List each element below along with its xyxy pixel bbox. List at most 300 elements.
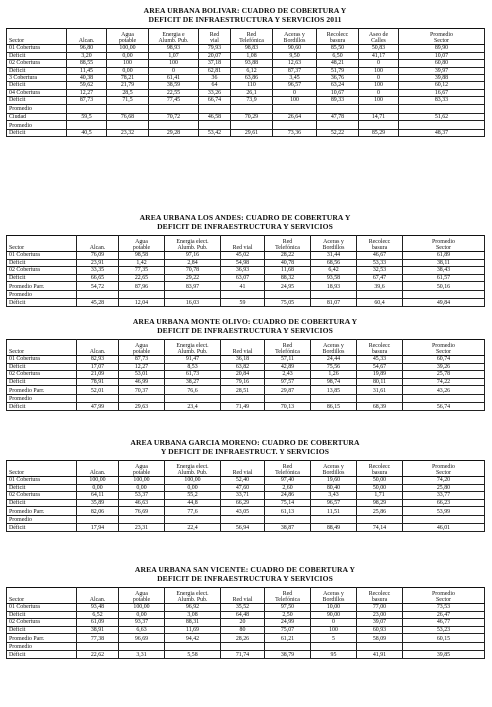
table-cell: 100 — [359, 97, 399, 104]
table-cell: 42,89 — [265, 363, 311, 370]
table-cell: 83,97 — [165, 282, 221, 291]
table-cell: 29,22 — [165, 274, 221, 281]
table-cell: 61,09 — [77, 619, 119, 626]
column-header-line: Sector — [435, 349, 452, 355]
table-cell: 32,53 — [357, 267, 403, 274]
table-cell: 100 — [107, 60, 149, 67]
table-cell: 38,59 — [149, 82, 199, 89]
table-cell: 0,00 — [165, 484, 221, 491]
table-cell: 64,48 — [221, 611, 265, 618]
table-cell: 60,15 — [403, 634, 485, 643]
table-cell — [311, 291, 357, 299]
column-header-line: Recolecc — [368, 238, 391, 245]
table-cell — [403, 516, 485, 524]
table-cell: 29,61 — [231, 130, 273, 137]
table-cell: 96,92 — [165, 604, 221, 611]
table-row — [7, 52, 485, 59]
table-cell: 70,72 — [149, 113, 199, 120]
table-cell: 11,45 — [67, 67, 107, 74]
table-cell: 100,00 — [107, 45, 149, 52]
table-cell: 39,6 — [357, 282, 403, 291]
row-label: Promedio — [7, 291, 77, 299]
table-cell: 0,00 — [119, 484, 165, 491]
table-row — [7, 113, 485, 120]
table-cell: 90,60 — [273, 45, 317, 52]
table-cell: 53,42 — [199, 130, 231, 137]
table-cell: 12,63 — [273, 60, 317, 67]
section-title — [6, 565, 484, 583]
table-cell: 63,07 — [221, 274, 265, 281]
table-cell: 22,62 — [77, 651, 119, 659]
column-header-line: Recolecc — [368, 463, 391, 470]
table-cell: 74,22 — [403, 378, 485, 385]
table-cell — [119, 395, 165, 403]
table-cell: 23,00 — [357, 611, 403, 618]
table-cell: 0 — [359, 89, 399, 96]
row-label: Déficit — [7, 67, 67, 74]
table-cell: 6,12 — [231, 67, 273, 74]
table-cell: 3,08 — [165, 611, 221, 618]
table-cell — [359, 104, 399, 113]
coverage-table — [6, 460, 485, 532]
table-cell: 11,51 — [311, 507, 357, 516]
table-cell: 0 — [359, 60, 399, 67]
table-cell: 29,63 — [119, 403, 165, 411]
table-cell: 61,89 — [403, 252, 485, 259]
table-cell: 77,00 — [357, 604, 403, 611]
table-cell — [165, 643, 221, 651]
table-cell — [265, 643, 311, 651]
table-cell: 2,60 — [265, 484, 311, 491]
table-cell: 16,03 — [165, 299, 221, 307]
table-cell: 41,17 — [359, 52, 399, 59]
table-cell: 41 — [221, 282, 265, 291]
table-row — [7, 291, 485, 299]
row-label: Déficit — [7, 403, 77, 411]
column-header-line: potable — [132, 597, 151, 603]
table-cell: 45,02 — [221, 252, 265, 259]
table-cell: 39,97 — [399, 67, 485, 74]
table-cell — [165, 291, 221, 299]
column-header-line: Telefónica — [275, 470, 300, 476]
table-cell: 9,50 — [273, 52, 317, 59]
table-cell: 6,50 — [317, 52, 359, 59]
table-row — [7, 363, 485, 370]
table-cell: 26,1 — [231, 89, 273, 96]
column-header-line: Agua — [121, 31, 134, 38]
table-cell: 3,43 — [311, 492, 357, 499]
table-cell: 53,99 — [403, 507, 485, 516]
table-cell — [149, 104, 199, 113]
row-label: Déficit — [7, 651, 77, 659]
column-header-line: Calles — [371, 38, 386, 44]
section-title-line: AREA URBANA BOLIVAR: CUADRO DE COBERTURA Y — [143, 6, 347, 15]
table-cell: 47,99 — [77, 403, 119, 411]
table-cell: 37,18 — [199, 60, 231, 67]
table-cell: 66,65 — [77, 274, 119, 281]
row-label: 01 Cobertura — [7, 477, 77, 484]
row-label: 01 Cobertura — [7, 45, 67, 52]
table-row — [7, 75, 485, 82]
column-header-line: Sector — [9, 349, 25, 355]
table-cell: 87,37 — [273, 67, 317, 74]
column-header-line: potable — [118, 38, 137, 44]
table-cell: 36,76 — [317, 75, 359, 82]
table-cell: 10,07 — [399, 52, 485, 59]
column-header-line: Alumb. Pub. — [177, 245, 208, 251]
column-header — [265, 461, 311, 477]
table-cell — [359, 121, 399, 130]
table-row — [7, 130, 485, 137]
table-cell: 89,33 — [317, 97, 359, 104]
row-label: Promedio — [7, 643, 77, 651]
section-title-line: DEFICIT DE INFRAESTRUCTURA Y SERVICIOS — [157, 574, 333, 584]
table-cell: 79,16 — [221, 378, 265, 385]
column-header — [119, 340, 165, 356]
row-label: 02 Cobertura — [7, 60, 67, 67]
table-cell: 100 — [273, 97, 317, 104]
row-label: Déficit — [7, 378, 77, 385]
section-title-line: DEFICIT DE INFRAESTRUCTURA Y SERVICIOS — [157, 222, 333, 232]
column-header-line: Agua — [135, 238, 148, 245]
table-row — [7, 299, 485, 307]
table-cell: 20 — [221, 619, 265, 626]
column-header-line: Sector — [9, 470, 25, 476]
column-header-line: basura — [329, 38, 346, 44]
column-header — [403, 236, 485, 252]
column-header-line: Sector — [9, 597, 25, 603]
table-cell: 2,43 — [265, 371, 311, 378]
table-row — [7, 356, 485, 363]
table-cell: 50,16 — [403, 282, 485, 291]
table-cell: 91,47 — [165, 356, 221, 363]
table-cell — [119, 516, 165, 524]
column-header-line: Sector — [9, 245, 25, 251]
table-cell: 54,98 — [221, 259, 265, 266]
column-header-line: basura — [371, 245, 388, 251]
column-header-line: Red — [282, 590, 293, 597]
table-row — [7, 477, 485, 484]
table-cell: 41,91 — [357, 651, 403, 659]
column-header-line: potable — [132, 470, 151, 476]
column-header-line: Agua — [135, 342, 148, 349]
column-header-line: basura — [371, 597, 388, 603]
table-cell: 21,09 — [77, 371, 119, 378]
column-header — [165, 236, 221, 252]
column-header — [7, 340, 77, 356]
table-cell: 98,58 — [119, 252, 165, 259]
column-header-line: Alumb. Pub. — [177, 349, 208, 355]
table-cell: 49,84 — [403, 299, 485, 307]
column-header-line: Energia elect. — [176, 238, 209, 245]
column-header-line: Aceras y — [323, 342, 344, 349]
table-cell: 100,00 — [165, 477, 221, 484]
row-label: Déficit — [7, 52, 67, 59]
table-cell: 1,71 — [357, 492, 403, 499]
table-row — [7, 267, 485, 274]
row-label: Promedio Parr. — [7, 282, 77, 291]
table-cell: 28,51 — [221, 386, 265, 395]
table-cell: 24,86 — [265, 492, 311, 499]
table-cell: 48,21 — [317, 60, 359, 67]
column-header — [403, 340, 485, 356]
table-cell: 28,22 — [265, 252, 311, 259]
table-cell — [77, 643, 119, 651]
table-cell: 11,69 — [165, 626, 221, 633]
table-cell: 76,68 — [107, 113, 149, 120]
table-cell: 76,6 — [165, 386, 221, 395]
section-title — [6, 317, 484, 335]
table-row — [7, 82, 485, 89]
table-row — [7, 97, 485, 104]
table-cell: 0,00 — [107, 67, 149, 74]
column-header — [265, 236, 311, 252]
section-1 — [6, 6, 484, 137]
section-5 — [6, 565, 484, 659]
column-header-line: Promedio — [432, 342, 455, 349]
table-row — [7, 403, 485, 411]
table-cell: 97,40 — [265, 477, 311, 484]
table-row — [7, 121, 485, 130]
table-cell: 0,00 — [77, 484, 119, 491]
table-cell: 0 — [359, 75, 399, 82]
header-row — [7, 340, 485, 356]
column-header — [399, 29, 485, 45]
table-cell — [107, 104, 149, 113]
table-cell: 46,58 — [199, 113, 231, 120]
row-label: Déficit — [7, 626, 77, 633]
table-cell: 40,5 — [67, 130, 107, 137]
column-header-line: Agua — [135, 463, 148, 470]
column-header-line: Telefónica — [275, 349, 300, 355]
table-cell — [265, 291, 311, 299]
table-cell: 0,00 — [119, 611, 165, 618]
table-cell: 62,81 — [199, 67, 231, 74]
table-cell: 18,93 — [311, 282, 357, 291]
coverage-table — [6, 28, 485, 137]
table-cell: 5 — [311, 634, 357, 643]
table-cell: 82,93 — [77, 356, 119, 363]
table-cell: 50,83 — [359, 45, 399, 52]
table-cell: 46,67 — [357, 252, 403, 259]
table-cell: 110 — [231, 82, 273, 89]
table-cell: 53,33 — [357, 259, 403, 266]
table-cell: 3,31 — [119, 651, 165, 659]
column-header — [273, 29, 317, 45]
header-row — [7, 588, 485, 604]
table-cell: 47,60 — [221, 484, 265, 491]
table-row — [7, 626, 485, 633]
table-cell: 24,99 — [265, 619, 311, 626]
table-cell: 88,49 — [311, 524, 357, 532]
table-cell: 1,07 — [149, 52, 199, 59]
table-cell: 100 — [359, 82, 399, 89]
table-cell: 87,96 — [119, 282, 165, 291]
column-header-line: potable — [132, 349, 151, 355]
column-header — [7, 236, 77, 252]
row-label: Déficit — [7, 299, 77, 307]
column-header-line: Alcan. — [89, 597, 106, 603]
table-row — [7, 259, 485, 266]
table-cell: 80,11 — [357, 378, 403, 385]
table-cell: 2,84 — [165, 259, 221, 266]
column-header-line: Aceras y — [284, 31, 305, 38]
table-row — [7, 371, 485, 378]
column-header-line: Telefónica — [239, 38, 264, 44]
column-header-line: Sector — [9, 38, 25, 44]
table-cell: 89,90 — [399, 45, 485, 52]
table-cell: 53,37 — [119, 492, 165, 499]
table-cell: 44,8 — [165, 499, 221, 506]
table-row — [7, 67, 485, 74]
column-header-line: Sector — [435, 597, 452, 603]
table-cell: 1,26 — [311, 371, 357, 378]
column-header — [165, 588, 221, 604]
table-row — [7, 104, 485, 113]
table-cell: 6,42 — [311, 267, 357, 274]
table-cell: 96,80 — [67, 45, 107, 52]
table-cell — [231, 104, 273, 113]
table-cell: 94,42 — [165, 634, 221, 643]
column-header-line: Red vial — [232, 349, 253, 355]
table-cell: 59,62 — [67, 82, 107, 89]
table-cell: 0,00 — [107, 52, 149, 59]
column-header — [7, 461, 77, 477]
table-cell: 88,31 — [165, 619, 221, 626]
column-header-line: Recolecc — [368, 590, 391, 597]
table-cell: 38,87 — [265, 524, 311, 532]
table-row — [7, 516, 485, 524]
table-cell: 96,69 — [119, 634, 165, 643]
table-cell: 36,18 — [221, 356, 265, 363]
table-cell: 26,47 — [403, 611, 485, 618]
column-header-line: Promedio — [432, 463, 455, 470]
table-cell: 71,5 — [107, 97, 149, 104]
column-header — [317, 29, 359, 45]
table-cell: 22,55 — [149, 89, 199, 96]
row-label: Déficit — [7, 97, 67, 104]
table-cell: 98,29 — [357, 499, 403, 506]
column-header-line: Bordillos — [283, 38, 306, 44]
row-label: Promedio — [7, 104, 67, 113]
table-cell: 86,15 — [311, 403, 357, 411]
table-cell — [221, 395, 265, 403]
table-cell: 33,71 — [221, 492, 265, 499]
section-title-line: DEFICIT DE INFRAESTRUCTURA Y SERVICIOS 2011 — [148, 15, 342, 25]
table-cell — [119, 643, 165, 651]
table-cell — [357, 291, 403, 299]
table-cell: 98,74 — [311, 378, 357, 385]
column-header — [265, 588, 311, 604]
table-cell: 74,20 — [403, 477, 485, 484]
table-cell: 25,78 — [403, 371, 485, 378]
table-cell: 88,55 — [67, 60, 107, 67]
table-cell: 33,35 — [77, 267, 119, 274]
table-cell: 97,50 — [265, 604, 311, 611]
column-header — [221, 340, 265, 356]
row-label: Déficit — [7, 259, 77, 266]
table-cell — [77, 395, 119, 403]
table-cell: 11,68 — [265, 267, 311, 274]
table-cell — [403, 291, 485, 299]
header-row — [7, 29, 485, 45]
table-cell: 23,4 — [165, 403, 221, 411]
table-cell: 87,73 — [119, 356, 165, 363]
table-row — [7, 507, 485, 516]
table-cell: 59 — [221, 299, 265, 307]
section-title-line: AREA URBANA SAN VICENTE: CUADRO DE COBERTURA Y — [134, 565, 356, 574]
row-label: Déficit — [7, 82, 67, 89]
section-2 — [6, 213, 484, 307]
table-cell — [199, 121, 231, 130]
table-cell: 0 — [273, 89, 317, 96]
column-header-line: Sector — [435, 470, 452, 476]
column-header-line: Bordillos — [322, 245, 345, 251]
row-label: 04 Cobertura — [7, 89, 67, 96]
table-cell: 77,35 — [119, 267, 165, 274]
table-cell: 70,37 — [119, 386, 165, 395]
column-header-line: Aceras y — [323, 590, 344, 597]
table-cell: 70,29 — [231, 113, 273, 120]
table-cell — [311, 643, 357, 651]
row-label: Déficit — [7, 484, 77, 491]
table-cell — [311, 516, 357, 524]
table-cell: 77,38 — [77, 634, 119, 643]
table-cell — [199, 104, 231, 113]
table-cell: 78,91 — [77, 378, 119, 385]
column-header — [119, 236, 165, 252]
table-cell: 97,57 — [265, 378, 311, 385]
table-row — [7, 378, 485, 385]
table-cell: 61,21 — [265, 634, 311, 643]
table-cell: 38,11 — [403, 259, 485, 266]
table-cell: 43,05 — [221, 507, 265, 516]
table-cell: 93,37 — [119, 619, 165, 626]
table-cell — [399, 121, 485, 130]
table-cell: 47,78 — [317, 113, 359, 120]
table-cell — [77, 516, 119, 524]
column-header-line: Alumb. Pub. — [177, 597, 208, 603]
column-header — [357, 236, 403, 252]
table-cell: 100 — [311, 626, 357, 633]
table-cell: 17,07 — [77, 363, 119, 370]
table-cell: 45,33 — [357, 356, 403, 363]
row-label: Déficit — [7, 274, 77, 281]
table-cell — [149, 121, 199, 130]
row-label: 3 Cobertura — [7, 75, 67, 82]
table-cell: 85,29 — [359, 130, 399, 137]
table-cell: 17,94 — [77, 524, 119, 532]
table-cell: 10,00 — [311, 604, 357, 611]
table-cell: 0 — [311, 619, 357, 626]
column-header — [119, 588, 165, 604]
table-cell: 75,14 — [265, 499, 311, 506]
table-cell: 26,64 — [273, 113, 317, 120]
table-cell: 60,93 — [357, 626, 403, 633]
table-cell: 35,52 — [221, 604, 265, 611]
table-cell: 66,23 — [403, 499, 485, 506]
table-cell: 63,82 — [221, 363, 265, 370]
column-header-line: Energia elect. — [176, 342, 209, 349]
table-cell — [317, 104, 359, 113]
column-header-line: Alumb. Pub. — [177, 470, 208, 476]
table-cell: 73,9 — [231, 97, 273, 104]
table-cell: 75,07 — [265, 626, 311, 633]
table-cell: 52,40 — [221, 477, 265, 484]
table-cell: 57,11 — [265, 356, 311, 363]
table-cell: 63,86 — [231, 75, 273, 82]
table-cell: 22,4 — [165, 524, 221, 532]
